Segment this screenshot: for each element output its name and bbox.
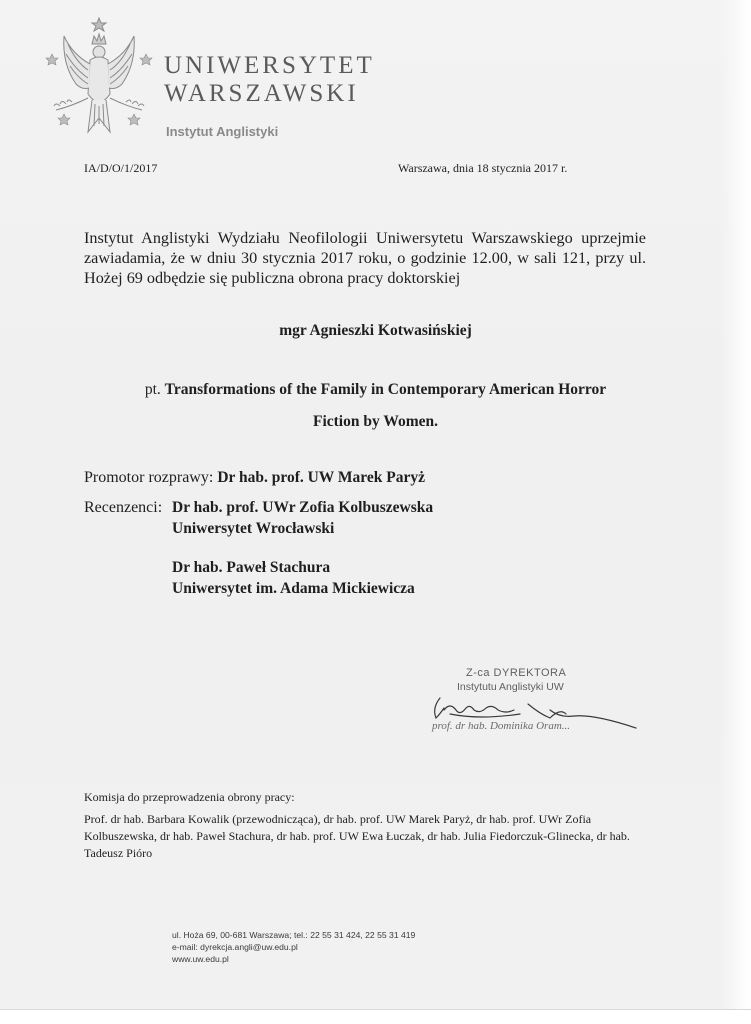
footer-address: ul. Hoża 69, 00-681 Warszawa; tel.: 22 55 31 424, 22 55 31 419 [172, 930, 416, 940]
footer-contact [172, 929, 415, 965]
institute-name: Instytut Anglistyki [166, 124, 279, 139]
stamp-title: Z-ca DYREKTORA [466, 667, 567, 679]
candidate-name: mgr Agnieszki Kotwasińskiej [279, 322, 472, 339]
promotor-label: Promotor rozprawy: [84, 469, 214, 486]
footer-website: www.uw.edu.pl [172, 954, 229, 964]
committee-heading: Komisja do przeprowadzenia obrony pracy: [84, 790, 295, 804]
announcement-paragraph: Instytut Anglistyki Wydziału Neofilologii Uniwersytetu Warszawskiego uprzejmie zawiadamia, że w dniu 30 stycznia 2017 roku, o godzinie 12.00, w sali 121, przy ul. Hożej 69 odbędzie się publiczna obrona pracy doktorskiej [84, 229, 646, 287]
page-edge [721, 0, 751, 1024]
promotor-name: Dr hab. prof. UW Marek Paryż [217, 469, 425, 486]
reviewer1-name: Dr hab. prof. UWr Zofia Kolbuszewska [172, 499, 434, 516]
reviewer1-affiliation: Uniwersytet Wrocławski [172, 520, 335, 537]
stamp-signatory: prof. dr hab. Dominika Oram... [432, 720, 571, 732]
stamp-institute: Instytutu Anglistyki UW [457, 681, 564, 693]
thesis-title-line2: Fiction by Women. [312, 413, 438, 430]
document-date: Warszawa, dnia 18 stycznia 2017 r. [398, 161, 568, 175]
reviewers-label: Recenzenci: [84, 499, 163, 516]
university-eagle-emblem [42, 14, 160, 144]
promotor-row [84, 469, 425, 487]
reference-number: IA/D/O/1/2017 [84, 161, 158, 175]
reviewer2-affiliation: Uniwersytet im. Adama Mickiewicza [172, 580, 415, 597]
title-prefix: pt. [144, 381, 161, 398]
university-name-line2: WARSZAWSKI [164, 80, 359, 107]
thesis-title-text1: Transformations of the Family in Contemporary American Horror [164, 381, 607, 398]
page-bottom-edge [0, 1009, 751, 1024]
footer-email: e-mail: dyrekcja.angli@uw.edu.pl [172, 942, 298, 952]
university-name-line1: UNIWERSYTET [164, 52, 375, 79]
thesis-title-line1 [0, 381, 751, 399]
reviewer2-name: Dr hab. Paweł Stachura [172, 559, 331, 576]
committee-members: Prof. dr hab. Barbara Kowalik (przewodnicząca), dr hab. prof. UW Marek Paryż, dr hab. prof. UWr Zofia Kolbuszewska, dr hab. Paweł Stachura, dr hab. prof. UW Ewa Łuczak, dr hab. Julia Fiedorczuk-Glinecka, dr hab. Tadeusz Pióro [84, 812, 630, 860]
